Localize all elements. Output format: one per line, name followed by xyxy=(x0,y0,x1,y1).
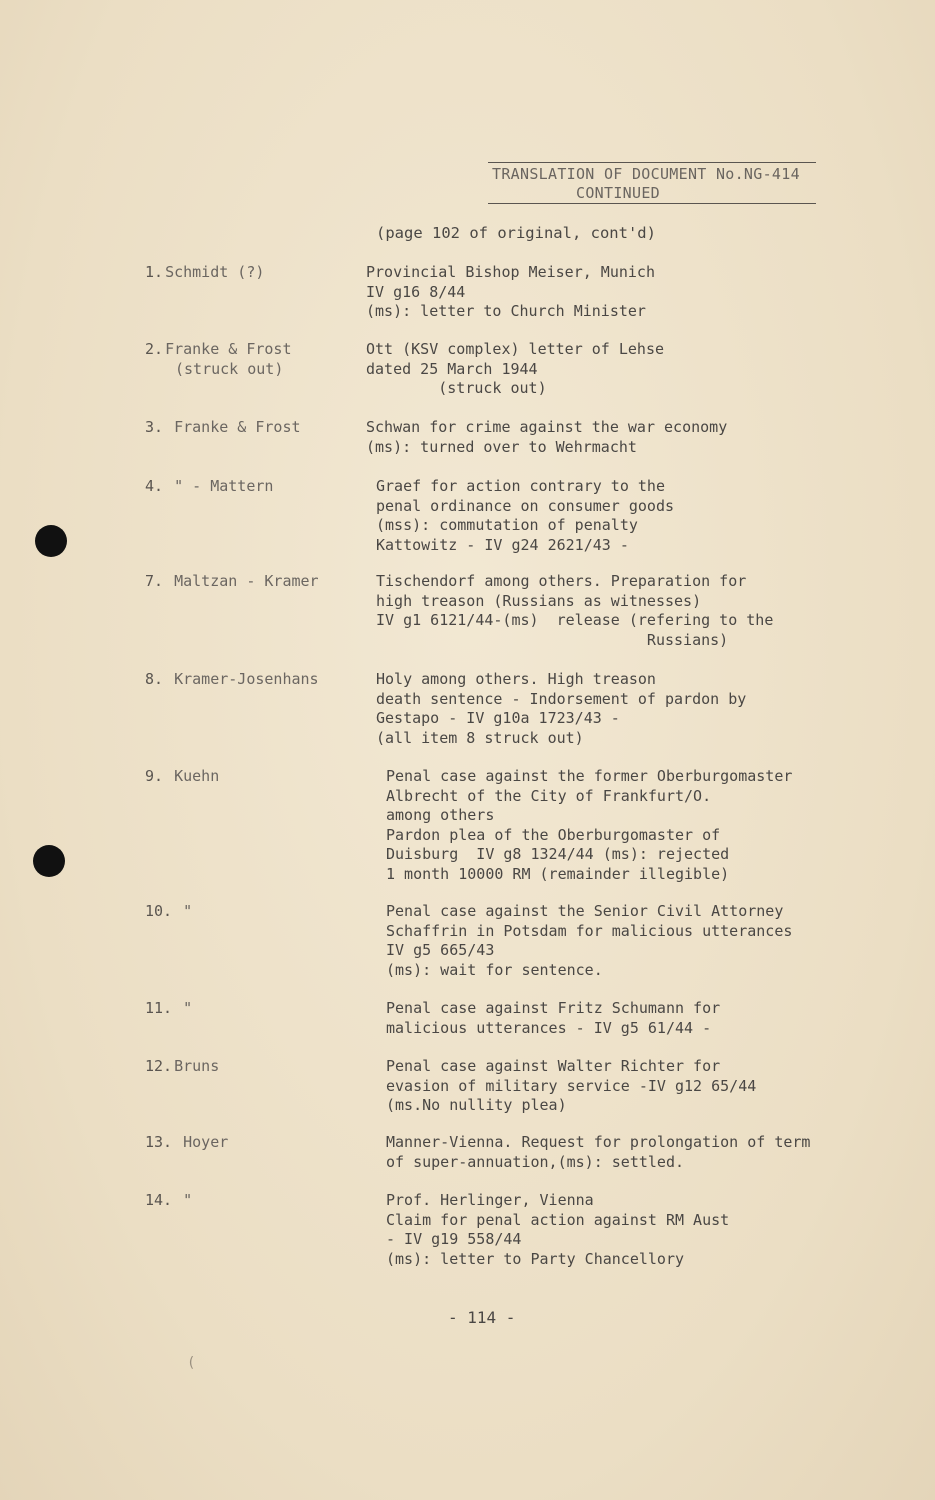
page-number: - 114 - xyxy=(448,1308,516,1327)
punch-hole-bottom xyxy=(33,845,65,877)
entry-label xyxy=(145,340,292,379)
entry-label xyxy=(145,477,273,497)
entry-number: 13. xyxy=(145,1133,173,1151)
desc-line: Penal case against Walter Richter for xyxy=(386,1057,721,1075)
desc-line: Pardon plea of the Oberburgomaster of xyxy=(386,825,721,844)
entry-label xyxy=(145,263,264,283)
entry-name-note: (struck out) xyxy=(175,359,284,378)
desc-line: penal ordinance on consumer goods xyxy=(376,496,675,515)
entry-description xyxy=(386,1191,729,1269)
desc-line: Albrecht of the City of Frankfurt/O. xyxy=(386,786,712,805)
entry-number: 1. xyxy=(145,263,164,281)
entry-name: " xyxy=(174,1191,193,1209)
entry-number: 4. xyxy=(145,477,164,495)
desc-line: Holy among others. High treason xyxy=(376,670,656,688)
desc-line: dated 25 March 1944 xyxy=(366,359,538,378)
desc-line: Schwan for crime against the war economy xyxy=(366,418,728,436)
desc-line: - IV g19 558/44 xyxy=(386,1230,522,1248)
entry-description xyxy=(386,767,792,884)
entry-name: Kuehn xyxy=(165,767,220,785)
entry-number: 7. xyxy=(145,572,164,590)
entry-description xyxy=(376,477,674,555)
entry-description xyxy=(366,263,655,322)
desc-line: (struck out) xyxy=(366,379,547,397)
desc-line: Provincial Bishop Meiser, Munich xyxy=(366,263,655,281)
page-reference: (page 102 of original, cont'd) xyxy=(376,224,656,242)
entry-description xyxy=(366,418,727,457)
entry-description xyxy=(386,902,792,980)
margin-mark: ( xyxy=(187,1355,196,1371)
header-rule-bottom xyxy=(488,203,816,204)
entry-label xyxy=(145,418,301,438)
entry-description xyxy=(376,572,773,650)
entry-name: " - Mattern xyxy=(165,477,274,495)
entry-description xyxy=(386,1057,756,1116)
punch-hole-top xyxy=(35,525,67,557)
desc-line: (ms): turned over to Wehrmacht xyxy=(366,437,637,456)
desc-line: 1 month 10000 RM (remainder illegible) xyxy=(386,864,730,883)
desc-line: Russians) xyxy=(376,630,729,649)
desc-line: (ms): letter to Church Minister xyxy=(366,302,646,320)
desc-line: IV g5 665/43 xyxy=(386,941,495,959)
desc-line: (ms.No nullity plea) xyxy=(386,1096,567,1114)
entry-label xyxy=(145,999,192,1019)
entry-label xyxy=(145,902,192,922)
entry-label xyxy=(145,1191,192,1211)
entry-name: Hoyer xyxy=(174,1133,229,1151)
desc-line: malicious utterances - IV g5 61/44 - xyxy=(386,1018,712,1037)
header-title: TRANSLATION OF DOCUMENT No.NG-414 xyxy=(492,165,800,183)
desc-line: Prof. Herlinger, Vienna xyxy=(386,1191,594,1209)
entry-number: 10. xyxy=(145,902,173,920)
desc-line: Gestapo - IV g10a 1723/43 - xyxy=(376,709,620,727)
header-continued: CONTINUED xyxy=(576,184,660,202)
desc-line: (ms): wait for sentence. xyxy=(386,960,603,979)
desc-line: Claim for penal action against RM Aust xyxy=(386,1210,730,1229)
desc-line: (ms): letter to Party Chancellory xyxy=(386,1249,685,1268)
entry-name: Maltzan - Kramer xyxy=(165,572,319,590)
entry-name: Franke & Frost xyxy=(165,340,292,358)
entry-name: Kramer-Josenhans xyxy=(165,670,319,688)
desc-line: Penal case against the former Oberburgomaster xyxy=(386,767,793,785)
entry-number: 11. xyxy=(145,999,173,1017)
desc-line: Ott (KSV complex) letter of Lehse xyxy=(366,340,665,358)
desc-line: high treason (Russians as witnesses) xyxy=(376,591,702,610)
entry-number: 8. xyxy=(145,670,164,688)
entry-number: 2. xyxy=(145,340,164,358)
entry-label xyxy=(145,670,319,690)
desc-line: (all item 8 struck out) xyxy=(376,728,584,747)
entry-description xyxy=(366,340,664,399)
desc-line: Tischendorf among others. Preparation for xyxy=(376,572,747,590)
desc-line: evasion of military service -IV g12 65/44 xyxy=(386,1076,757,1095)
desc-line: Duisburg IV g8 1324/44 (ms): rejected xyxy=(386,845,730,863)
desc-line: Kattowitz - IV g24 2621/43 - xyxy=(376,535,629,554)
desc-line: (mss): commutation of penalty xyxy=(376,516,638,534)
entry-number: 3. xyxy=(145,418,164,436)
desc-line: among others xyxy=(386,806,495,824)
desc-line: Penal case against the Senior Civil Attorney xyxy=(386,902,784,920)
desc-line: of super-annuation,(ms): settled. xyxy=(386,1152,685,1171)
entry-name: Schmidt (?) xyxy=(165,263,265,281)
desc-line: IV g1 6121/44-(ms) release (refering to the xyxy=(376,611,774,629)
entry-label xyxy=(145,767,219,787)
entry-name: " xyxy=(174,999,193,1017)
desc-line: Schaffrin in Potsdam for malicious utterances xyxy=(386,921,793,940)
entry-description xyxy=(386,999,720,1038)
entry-description xyxy=(386,1133,810,1172)
desc-line: Penal case against Fritz Schumann for xyxy=(386,999,721,1017)
desc-line: Manner-Vienna. Request for prolongation of term xyxy=(386,1133,811,1151)
entry-number: 9. xyxy=(145,767,164,785)
desc-line: IV g16 8/44 xyxy=(366,282,466,301)
entry-name: " xyxy=(174,902,193,920)
entry-name: Bruns xyxy=(174,1057,220,1075)
entry-number: 12. xyxy=(145,1057,173,1075)
header-rule-top xyxy=(488,162,816,163)
desc-line: death sentence - Indorsement of pardon by xyxy=(376,689,747,708)
entry-description xyxy=(376,670,746,748)
entry-name: Franke & Frost xyxy=(165,418,301,436)
desc-line: Graef for action contrary to the xyxy=(376,477,665,495)
entry-label xyxy=(145,1133,228,1153)
entry-number: 14. xyxy=(145,1191,173,1209)
entry-label xyxy=(145,572,319,592)
entry-label xyxy=(145,1057,219,1077)
